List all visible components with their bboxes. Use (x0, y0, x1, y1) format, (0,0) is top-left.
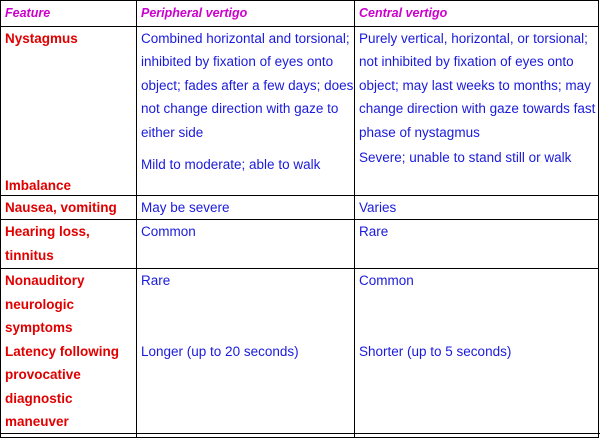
peripheral-cell (137, 195, 355, 220)
peripheral-cell (137, 220, 355, 269)
bottom-divider (0, 433, 600, 434)
header-cell-feature (1, 1, 137, 27)
header-cell-central (355, 1, 599, 27)
peripheral-imbalance: Mild to moderate; able to walk (141, 157, 321, 172)
header-feature: Feature (5, 6, 51, 20)
central-latency: Shorter (up to 5 seconds) (359, 343, 512, 359)
central-cell (355, 195, 599, 220)
peripheral-nystagmus: Combined horizontal and torsional; inhibited by fixation of eyes onto object; fades after a few days; does not change direction with gaze to either side (141, 30, 354, 140)
central-nausea: Varies (359, 199, 397, 215)
feature-nystagmus: Nystagmus (5, 30, 78, 46)
header-peripheral: Peripheral vertigo (141, 6, 248, 20)
feature-nausea: Nausea, vomiting (5, 199, 117, 215)
peripheral-hearing: Common (141, 224, 196, 239)
header-row (1, 1, 599, 27)
central-nystagmus: Purely vertical, horizontal, or torsional; not inhibited by fixation of eyes onto object; may last weeks to months; may change direction with gaze towards fast phase of nystagmus (359, 30, 596, 140)
central-cell (355, 26, 599, 195)
peripheral-latency: Longer (up to 20 seconds) (141, 343, 299, 359)
header-central: Central vertigo (359, 6, 448, 20)
central-imbalance: Severe; unable to stand still or walk (359, 150, 572, 165)
peripheral-cell (137, 26, 355, 195)
central-hearing: Rare (359, 224, 389, 239)
header-cell-peripheral (137, 1, 355, 27)
peripheral-cell (137, 269, 355, 438)
table-row (1, 220, 599, 269)
feature-cell (1, 26, 137, 195)
central-nonauditory: Common (359, 273, 414, 288)
peripheral-nausea: May be severe (141, 199, 230, 215)
feature-hearing: Hearing loss, tinnitus (5, 224, 90, 263)
table-row (1, 269, 599, 438)
central-cell (355, 220, 599, 269)
feature-cell (1, 269, 137, 438)
table-row (1, 195, 599, 220)
peripheral-nonauditory: Rare (141, 273, 171, 288)
feature-imbalance: Imbalance (5, 178, 72, 193)
table-row (1, 26, 599, 195)
feature-cell (1, 220, 137, 269)
feature-latency: Latency following provocative diagnostic maneuver (5, 343, 120, 429)
feature-nonauditory: Nonauditory neurologic symptoms (5, 273, 85, 335)
central-cell (355, 269, 599, 438)
feature-cell (1, 195, 137, 220)
